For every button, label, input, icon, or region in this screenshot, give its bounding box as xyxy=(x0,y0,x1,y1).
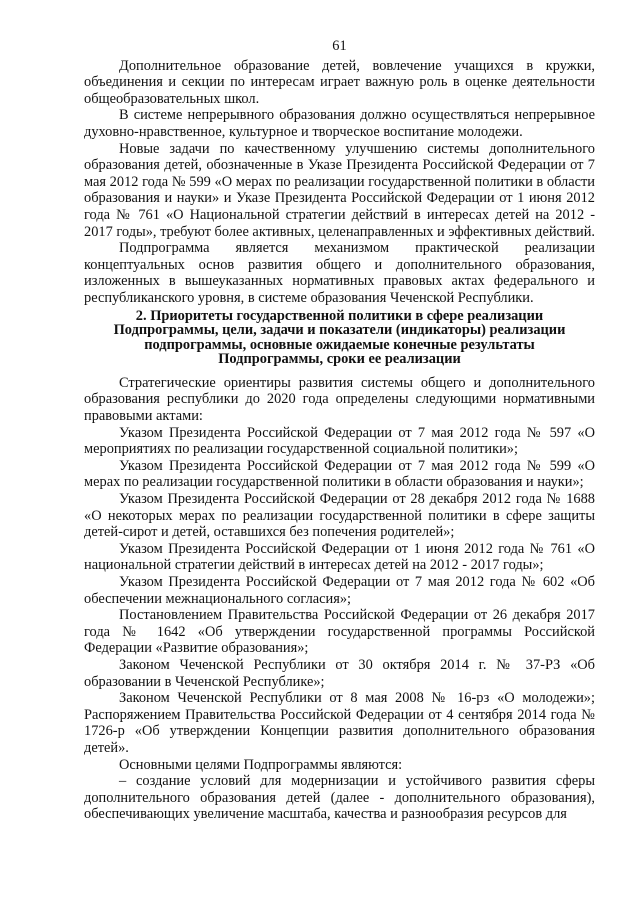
section-heading-line: Подпрограммы, цели, задачи и показатели (индикаторы) реализации xyxy=(113,322,566,339)
page-number: 61 xyxy=(332,38,347,54)
acts-paragraph: – создание условий для модернизации и устойчивого развития сферы дополнительного образования детей (далее - дополнительного образования), обеспечивающих увеличение масштаба, качества и разнообразия ресурсов для xyxy=(84,773,595,823)
section-heading-line: подпрограммы, основные ожидаемые конечные результаты xyxy=(144,336,535,353)
acts-paragraph: Указом Президента Российской Федерации от 1 июня 2012 года № 761 «О национальной стратегии действий в интересах детей на 2012 - 2017 годы»; xyxy=(84,540,595,574)
intro-paragraph: Подпрограмма является механизмом практической реализации концептуальных основ развития общего и дополнительного образования, изложенных в вышеуказанных нормативных правовых актах федерального и республиканского уровня, в системе образования Чеченской Республики. xyxy=(84,240,595,306)
acts-paragraph: Законом Чеченской Республики от 30 октября 2014 г. № 37-РЗ «Об образовании в Чеченской Республике»; xyxy=(84,656,595,690)
section-heading-line: Подпрограммы, сроки ее реализации xyxy=(218,351,461,368)
acts-paragraph: Указом Президента Российской Федерации от 7 мая 2012 года № 599 «О мерах по реализации государственной политики в области образования и науки»; xyxy=(84,457,595,491)
intro-paragraph: Дополнительное образование детей, вовлечение учащихся в кружки, объединения и секции по интересам играет важную роль в оценке деятельности общеобразовательных школ. xyxy=(84,57,595,107)
section-heading xyxy=(84,309,595,367)
intro-paragraph: Новые задачи по качественному улучшению системы дополнительного образования детей, обозначенные в Указе Президента Российской Федерации от 7 мая 2012 года № 599 «О мерах по реализации государственной политики в области образования и науки» и Указе Президента Российской Федерации от 1 июня 2012 года № 761 «О Национальной стратегии действий в интересах детей на 2012 - 2017 годы», требуют более активных, целенаправленных и эффективных действий. xyxy=(84,140,596,240)
acts-paragraph: Законом Чеченской Республики от 8 мая 2008 № 16-рз «О молодежи»; Распоряжением Правительства Российской Федерации от 4 сентября 2014 года № 1726-р «Об утверждении Концепции развития дополнительного образования детей». xyxy=(84,690,595,756)
acts-paragraph: Указом Президента Российской Федерации от 7 мая 2012 года № 597 «О мероприятиях по реализации государственной социальной политики»; xyxy=(84,424,595,458)
acts-paragraph: Указом Президента Российской Федерации от 28 декабря 2012 года № 1688 «О некоторых мерах по реализации государственной политики в сфере защиты детей-сирот и детей, оставшихся без попечения родителей»; xyxy=(84,491,595,541)
intro-paragraph: В системе непрерывного образования должно осуществляться непрерывное духовно-нравственное, культурное и творческое воспитание молодежи. xyxy=(84,107,595,140)
acts-paragraph: Стратегические ориентиры развития системы общего и дополнительного образования республики до 2020 года определены следующими нормативными правовыми актами: xyxy=(84,374,595,425)
section-heading-line: 2. Приоритеты государственной политики в сфере реализации xyxy=(135,307,544,324)
acts-paragraph: Постановлением Правительства Российской Федерации от 26 декабря 2017 года № 1642 «Об утверждении государственной программы Российской Федерации «Развитие образования»; xyxy=(84,607,595,657)
acts-paragraph: Указом Президента Российской Федерации от 7 мая 2012 года № 602 «Об обеспечении межнационального согласия»; xyxy=(84,574,595,607)
acts-paragraph: Основными целями Подпрограммы являются: xyxy=(119,756,403,773)
